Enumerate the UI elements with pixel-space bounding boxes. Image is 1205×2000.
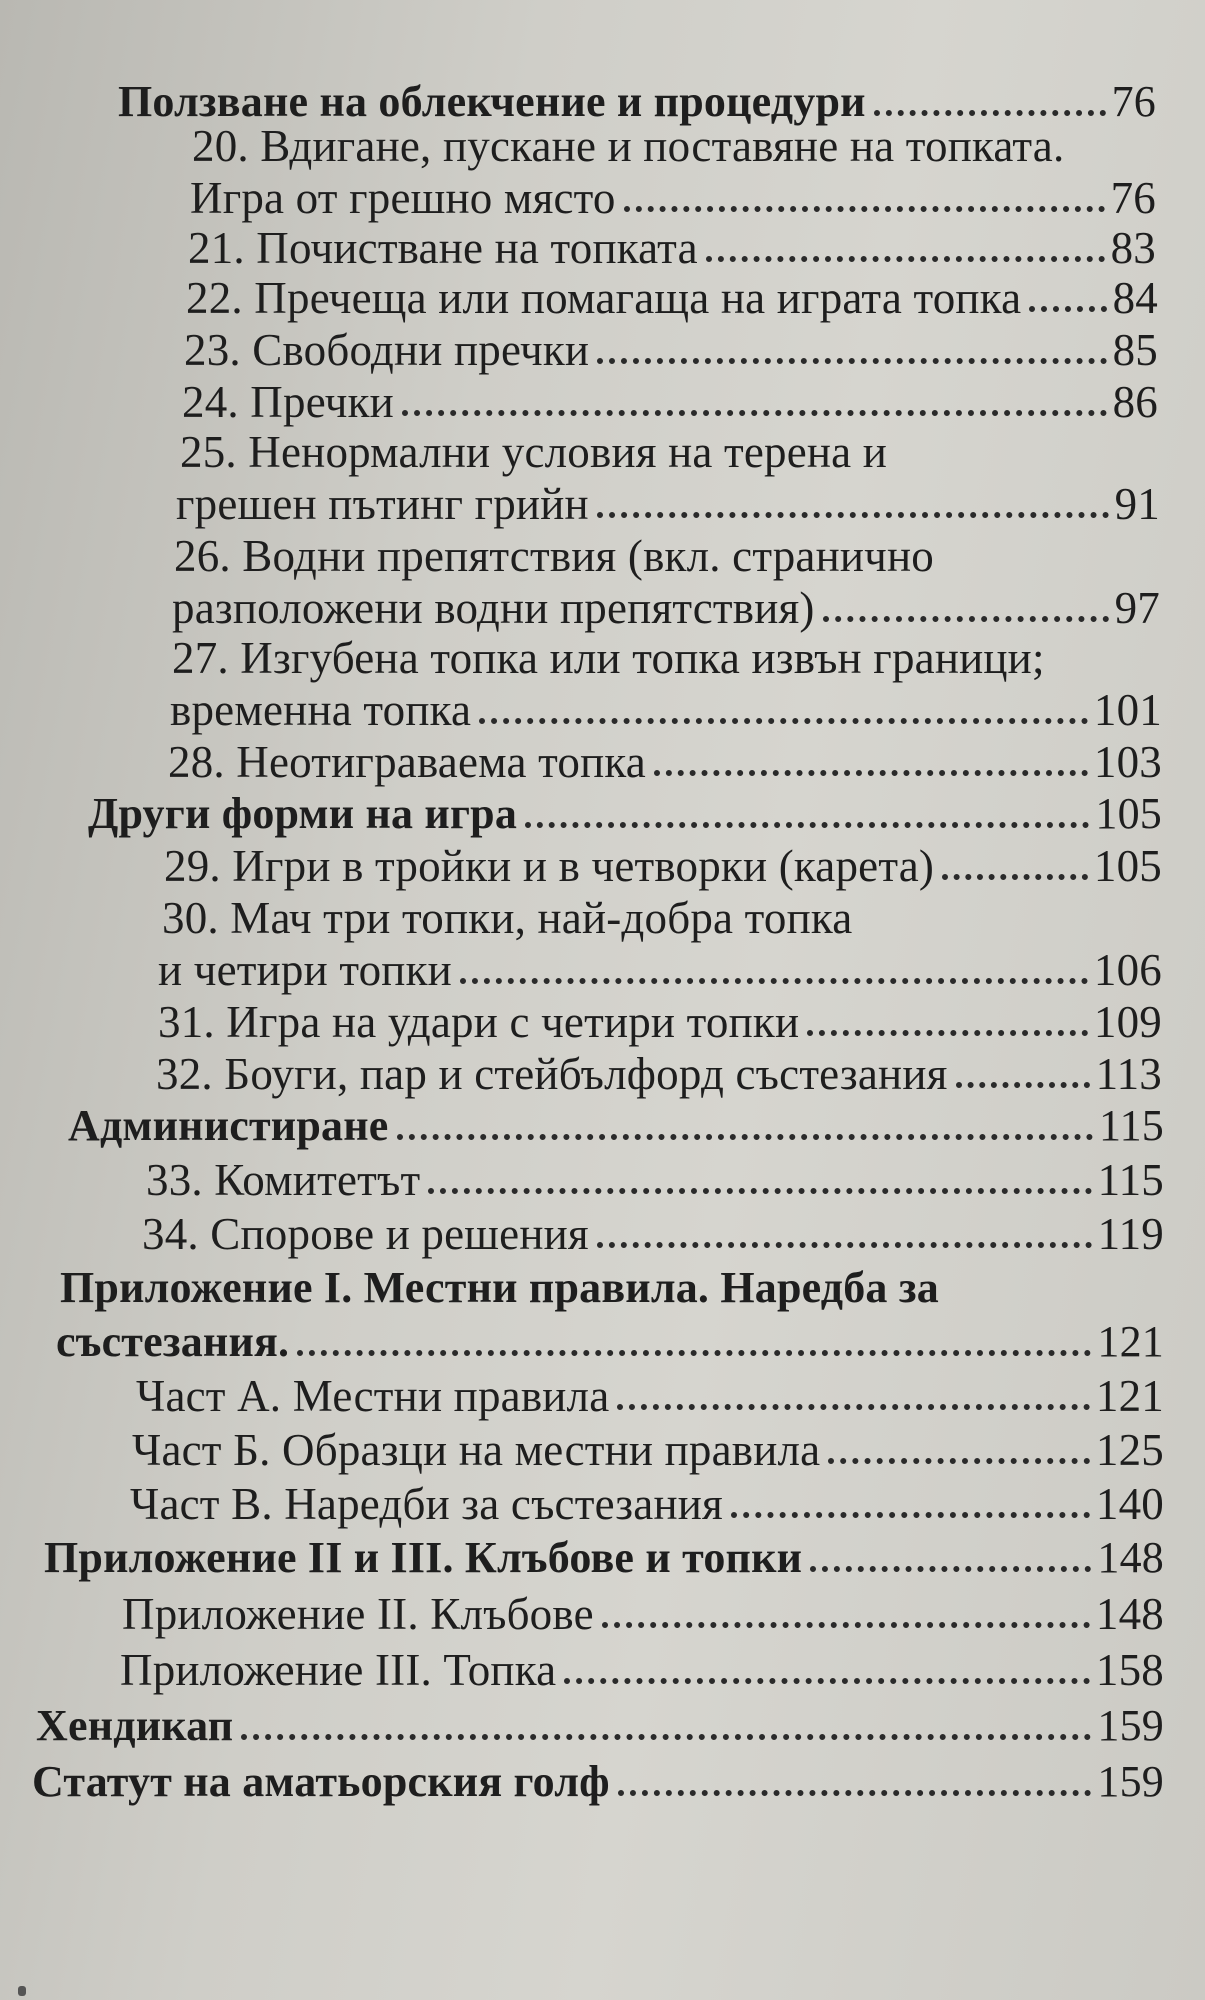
dot-leader [706,256,1105,262]
toc-page-number: 121 [1097,1317,1164,1366]
toc-section-heading [32,1752,1164,1808]
toc-entry [170,680,1162,736]
toc-entry [184,320,1158,376]
toc-label: Игра от грешно място [190,173,616,223]
toc-entry [172,578,1160,634]
dot-leader [597,1242,1092,1248]
toc-label: 22. Пречеща или помагаща на играта топка [186,273,1022,323]
toc-section-heading [36,1696,1164,1752]
toc-page-number: 113 [1095,1049,1162,1099]
dot-leader [397,1134,1094,1140]
toc-page-number: 105 [1093,841,1162,891]
toc-entry [158,940,1162,996]
dot-leader [654,770,1088,776]
dot-leader [617,1404,1090,1410]
toc-label: Администиране [68,1101,389,1150]
toc-label: 23. Свободни пречки [184,325,590,375]
toc-page-number: 140 [1095,1479,1164,1529]
toc-label: Други форми на игра [88,789,518,838]
toc-label: 33. Комитетът [146,1155,421,1205]
toc-page-number: 76 [1110,173,1156,223]
dot-leader [297,1350,1091,1356]
toc-entry [176,474,1160,530]
toc-page-number: 148 [1097,1533,1164,1582]
toc-section-heading [88,784,1162,840]
toc-section-heading [68,1096,1164,1152]
toc-page-number: 103 [1093,737,1162,787]
dot-leader [428,1188,1091,1194]
toc-label: 31. Игра на удари с четири топки [158,997,800,1047]
toc-label: Статут на аматьорския голф [32,1757,610,1806]
toc-label: 24. Пречки [182,377,394,427]
toc-page-number: 85 [1112,325,1158,375]
toc-label: Част Б. Образци на местни правила [132,1425,821,1475]
toc-entry [132,1420,1164,1476]
toc-section-heading [56,1312,1164,1368]
toc-page-number: 125 [1095,1425,1164,1475]
toc-entry [158,992,1162,1048]
dot-leader [460,978,1088,984]
dot-leader [479,718,1088,724]
toc-label: 27. Изгубена топка или топка извън граници; [172,633,1045,683]
dot-leader [597,512,1109,518]
toc-label: 21. Почистване на топката [188,223,698,273]
toc-entry [156,1044,1162,1100]
toc-page-number: 86 [1112,377,1158,427]
toc-entry [174,526,1158,582]
toc-label: временна топка [170,685,472,735]
toc-entry [146,1150,1164,1206]
dot-leader [241,1734,1091,1740]
page-edge-mark [18,1986,26,1996]
dot-leader [731,1512,1090,1518]
toc-entry [142,1204,1164,1260]
toc-label: и четири топки [158,945,452,995]
toc-page-number: 159 [1097,1701,1164,1750]
toc-page-number: 105 [1095,789,1162,838]
toc-label: 30. Мач три топки, най-добра топка [162,893,853,943]
toc-page-number: 119 [1097,1209,1164,1259]
toc-page-number: 97 [1114,583,1160,633]
toc-page-number: 106 [1093,945,1162,995]
toc-page-number: 101 [1093,685,1162,735]
toc-label: Ползване на облекчение и процедури [118,77,866,126]
toc-entry [180,422,1156,478]
dot-leader [810,1566,1091,1572]
toc-label: Приложение I. Местни правила. Наредба за [60,1263,939,1312]
toc-label: Част А. Местни правила [136,1371,610,1421]
toc-label: 20. Вдигане, пускане и поставяне на топката. [192,121,1065,171]
toc-label: 26. Водни препятствия (вкл. странично [174,531,934,581]
dot-leader [823,616,1109,622]
toc-page-number: 159 [1097,1757,1164,1806]
toc-page-number: 115 [1097,1155,1164,1205]
toc-entry [186,268,1158,324]
toc-entry [162,888,1160,944]
dot-leader [828,1458,1090,1464]
toc-label: 34. Спорове и решения [142,1209,589,1259]
dot-leader [597,358,1106,364]
toc-section-heading [60,1258,1160,1314]
toc-label: 28. Неотиграваема топка [168,737,646,787]
toc-entry [190,168,1156,224]
dot-leader [942,874,1088,880]
toc-label: Част В. Наредби за състезания [130,1479,723,1529]
toc-page-number: 109 [1093,997,1162,1047]
toc-entry [130,1474,1164,1530]
dot-leader [602,1622,1090,1628]
dot-leader [1029,306,1106,312]
toc-entry [172,628,1160,684]
toc-label: 29. Игри в тройки и в четворки (карета) [164,841,935,891]
dot-leader [624,206,1105,212]
toc-label: 25. Ненормални условия на терена и [180,427,888,477]
toc-label: Приложение II. Клъбове [122,1589,594,1639]
toc-label: състезания. [56,1317,290,1366]
toc-entry [188,218,1156,274]
toc-page-number: 83 [1110,223,1156,273]
dot-leader [807,1030,1088,1036]
toc-entry [164,836,1162,892]
toc-page-number: 121 [1095,1371,1164,1421]
toc-label: Приложение II и III. Клъбове и топки [44,1533,803,1582]
toc-entry [136,1366,1164,1422]
toc-label: грешен пътинг грийн [176,479,589,529]
toc-page-number: 158 [1095,1645,1164,1695]
toc-page-number: 91 [1114,479,1160,529]
dot-leader [525,822,1089,828]
toc-page-number: 148 [1095,1589,1164,1639]
toc-entry [122,1584,1164,1640]
dot-leader [618,1790,1092,1796]
dot-leader [956,1082,1090,1088]
dot-leader [564,1678,1090,1684]
toc-label: Хендикап [36,1701,234,1750]
toc-entry [192,116,1152,172]
toc-section-heading [44,1528,1164,1584]
toc-entry [182,372,1158,428]
toc-label: разположени водни препятствия) [172,583,815,633]
toc-label: 32. Боуги, пар и стейбълфорд състезания [156,1049,948,1099]
toc-entry [168,732,1162,788]
dot-leader [402,410,1107,416]
toc-page-number: 84 [1112,273,1158,323]
toc-page-number: 115 [1099,1101,1164,1150]
toc-label: Приложение III. Топка [120,1645,557,1695]
toc-entry [120,1640,1164,1696]
toc-page-number: 76 [1111,77,1156,126]
